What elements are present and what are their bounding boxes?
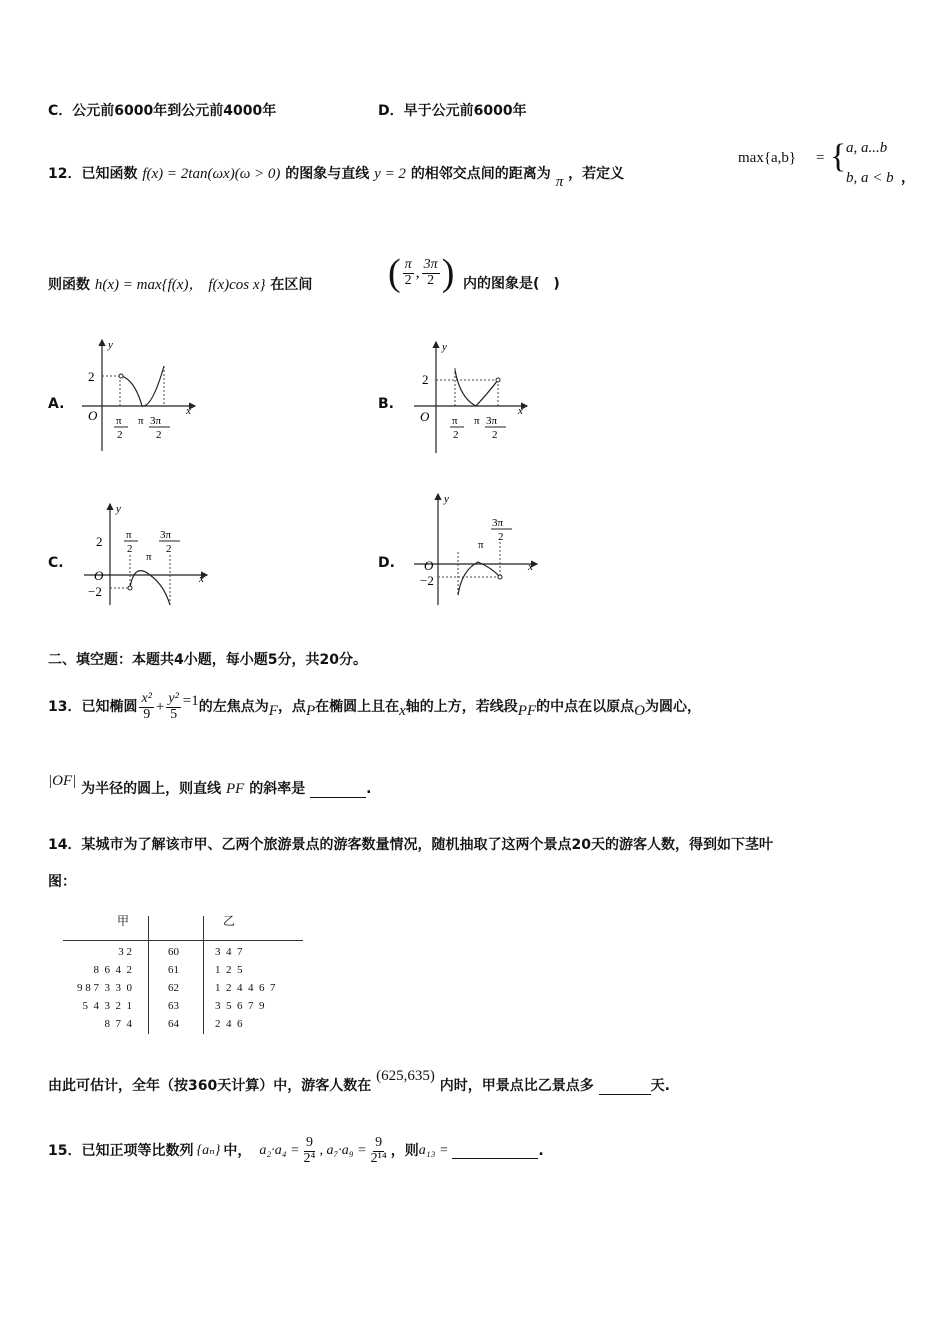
- q13-OF: |OF|: [48, 773, 77, 789]
- stem-row-stem: 62: [168, 982, 179, 994]
- q12-distance: π: [555, 174, 564, 190]
- graph-a-3pi2-num: 3π: [150, 415, 162, 427]
- graph-c-pi2-num: π: [126, 529, 132, 541]
- q13-text-2: ，点: [277, 698, 306, 715]
- stem-row-right: 1 2 4 4 6 7: [215, 982, 276, 994]
- q12-line-eq: y = 2: [374, 166, 406, 182]
- q13-text-8: 的斜率是: [249, 781, 306, 797]
- q13-ellipse-eq: =1: [182, 693, 199, 709]
- graph-a-pi2-den: 2: [117, 429, 123, 441]
- stem-row-left: 9 8 7 3 3 0: [77, 982, 132, 994]
- q13-text-7: 为半径的圆上，则直线: [81, 781, 222, 797]
- option-b-label[interactable]: B.: [378, 396, 394, 412]
- graph-d-y-label: y: [444, 493, 449, 505]
- graph-c-pi: π: [146, 551, 152, 563]
- q14-line2: 图：: [48, 874, 76, 890]
- stem-row-stem: 63: [168, 1000, 179, 1012]
- q12-text-1: 的图象与直线: [285, 166, 370, 182]
- q12-line1: [48, 165, 625, 190]
- q12-interval-label: 在区间: [270, 277, 313, 293]
- q13-text-6: 为圆心，: [644, 698, 701, 715]
- q15-line: [48, 1126, 544, 1176]
- q14-line3: [48, 1068, 670, 1095]
- graph-c-neg2: −2: [88, 584, 102, 599]
- q13-PF2: PF: [226, 781, 245, 797]
- q13-O: O: [634, 703, 645, 719]
- q12-comma: ，: [901, 170, 915, 186]
- q15-prefix: 15．已知正项等比数列: [48, 1142, 194, 1159]
- q15-frac2-num: 9: [375, 1134, 383, 1150]
- q13-text-4: 轴的上方，若线段: [405, 698, 518, 715]
- graph-b-y-label: y: [442, 341, 447, 353]
- graph-d-3pi2-den: 2: [498, 531, 504, 543]
- q15-sequence: {aₙ}: [196, 1142, 221, 1158]
- option-d-label[interactable]: D.: [378, 555, 395, 571]
- stem-row-stem: 64: [168, 1018, 179, 1030]
- graph-a-pi2-num: π: [116, 415, 122, 427]
- q13-x: x: [399, 703, 406, 719]
- graph-d-x-label: x: [528, 561, 533, 573]
- q15-frac2-den: 2¹⁴: [370, 1150, 387, 1166]
- graph-a-pi: π: [138, 415, 144, 427]
- graph-c-pi2-den: 2: [127, 543, 133, 555]
- stem-header-yi: 乙: [223, 914, 236, 928]
- graph-b-3pi2-den: 2: [492, 429, 498, 441]
- q12-line2-end: 内的图象是( ): [463, 276, 560, 292]
- graph-b-origin: O: [420, 409, 430, 424]
- q14-line1: 14．某城市为了解该市甲、乙两个旅游景点的游客数量情况，随机抽取了这两个景点20天的游客人数，得到如下茎叶: [48, 837, 773, 853]
- graph-c[interactable]: [82, 500, 212, 608]
- graph-c-x-label: x: [199, 573, 204, 585]
- q12-case-2: b, a < b: [846, 170, 894, 186]
- stem-row-stem: 60: [168, 946, 179, 958]
- graph-b-pi2-num: π: [452, 415, 458, 427]
- graph-c-2: 2: [96, 534, 103, 549]
- graph-c-y-label: y: [116, 503, 121, 515]
- stem-row-right: 1 2 5: [215, 964, 243, 976]
- q12-interval: ( $\frac{\pi}{2}$ , $\frac{3\pi}{2}$ ): [388, 252, 455, 294]
- q12-function: f(x) = 2tan(ωx)(ω > 0): [142, 166, 281, 182]
- q12-line2-prefix: 则函数: [48, 277, 90, 293]
- q13-end: .: [366, 781, 372, 797]
- q14-interval: (625,635): [376, 1068, 435, 1084]
- q13-answer-blank[interactable]: [310, 783, 366, 798]
- q15-end: .: [538, 1142, 544, 1159]
- q15-then: ，则: [390, 1142, 419, 1159]
- q15-mid: 中，: [223, 1142, 252, 1159]
- q13-text-3: 在椭圆上且在: [315, 698, 400, 715]
- q11-option-c: C．公元前6000年到公元前4000年: [48, 103, 277, 119]
- q15-frac1-den: 2⁴: [303, 1150, 316, 1166]
- option-c-label[interactable]: C.: [48, 555, 64, 571]
- graph-c-3pi2-den: 2: [166, 543, 172, 555]
- stem-row-left: 8 7 4: [104, 1018, 132, 1030]
- q15-a2a4: a₂·a₄ =: [259, 1142, 300, 1158]
- q13-ellipse-y: $\frac{\text{y²}}{5}$: [168, 690, 179, 722]
- graph-d-origin: O: [424, 558, 434, 573]
- stem-row-left: 5 4 3 2 1: [82, 1000, 132, 1012]
- graph-b-2: 2: [422, 372, 429, 387]
- q13-line2: [48, 773, 372, 798]
- stem-row-left: 3 2: [118, 946, 132, 958]
- graph-a-2: 2: [88, 369, 95, 384]
- q15-answer-blank[interactable]: [452, 1144, 538, 1159]
- graph-d[interactable]: [412, 490, 542, 608]
- q12-h-function: h(x) = max{f(x)，: [94, 277, 204, 293]
- q12-text-3: ，若定义: [568, 166, 625, 182]
- q14-text-c: 天.: [650, 1078, 670, 1094]
- q15-a13: a₁₃ =: [418, 1142, 449, 1158]
- q13-text-5: 的中点在以原点: [536, 698, 635, 715]
- graph-a-x-label: x: [186, 405, 191, 417]
- q12-max-label: max{a,b}: [738, 150, 797, 166]
- graph-a[interactable]: [80, 336, 200, 454]
- graph-a-3pi2-den: 2: [156, 429, 162, 441]
- q13-ellipse-x: $\frac{\text{x²}}{9}$: [141, 690, 152, 722]
- section-2-heading: 二、填空题：本题共4小题，每小题5分，共20分。: [48, 652, 367, 668]
- q13-line1: 13．已知椭圆 $\frac{\text{x²}}{9}$ + $\frac{\text{y²}}{5}$ =1 的左焦点为 F ，点 P 在椭圆上且在 x 轴的上方，若线段 PF 的中点在以原点 O 为圆心，: [48, 690, 701, 722]
- graph-b-x-label: x: [518, 405, 523, 417]
- q13-PF: PF: [517, 703, 537, 719]
- graph-b-3pi2-num: 3π: [486, 415, 498, 427]
- option-a-label[interactable]: A.: [48, 396, 65, 412]
- q14-text-b: 内时，甲景点比乙景点多: [439, 1078, 594, 1094]
- graph-d-3pi2-num: 3π: [492, 517, 504, 529]
- stem-row-left: 8 6 4 2: [93, 964, 132, 976]
- q15-a7a9: , a₇·a₉ =: [319, 1142, 367, 1158]
- q12-text-2: 的相邻交点间的距离为: [410, 166, 551, 182]
- q14-text-a: 由此可估计，全年（按360天计算）中，游客人数在: [48, 1078, 372, 1094]
- graph-c-3pi2-num: 3π: [160, 529, 172, 541]
- q13-text-1: 的左焦点为: [198, 698, 269, 715]
- stem-row-right: 3 5 6 7 9: [215, 1000, 265, 1012]
- q12-h-function-2: f(x)cos x}: [208, 277, 266, 293]
- q13-F: F: [268, 703, 278, 719]
- graph-a-origin: O: [88, 408, 98, 423]
- graph-d-neg2: −2: [420, 573, 434, 588]
- stem-row-stem: 61: [168, 964, 179, 976]
- graph-c-origin: O: [94, 568, 104, 583]
- stem-row-right: 2 4 6: [215, 1018, 243, 1030]
- q14-answer-blank[interactable]: [599, 1080, 651, 1095]
- graph-d-pi: π: [478, 539, 484, 551]
- q15-frac1-num: 9: [305, 1134, 313, 1150]
- q12-prefix: 12．已知函数: [48, 166, 138, 182]
- q13-prefix: 13．已知椭圆: [48, 698, 138, 715]
- graph-b-pi: π: [474, 415, 480, 427]
- q11-option-d: D．早于公元前6000年: [378, 103, 527, 119]
- graph-b[interactable]: [412, 338, 532, 456]
- q12-case-1: a, a...b: [846, 140, 888, 156]
- graph-b-pi2-den: 2: [453, 429, 459, 441]
- stem-header-jia: 甲: [117, 914, 130, 928]
- q12-line2: [48, 276, 312, 294]
- stem-leaf-plot: [60, 912, 340, 1037]
- q13-P: P: [305, 703, 316, 719]
- stem-row-right: 3 4 7: [215, 946, 243, 958]
- graph-a-y-label: y: [108, 339, 113, 351]
